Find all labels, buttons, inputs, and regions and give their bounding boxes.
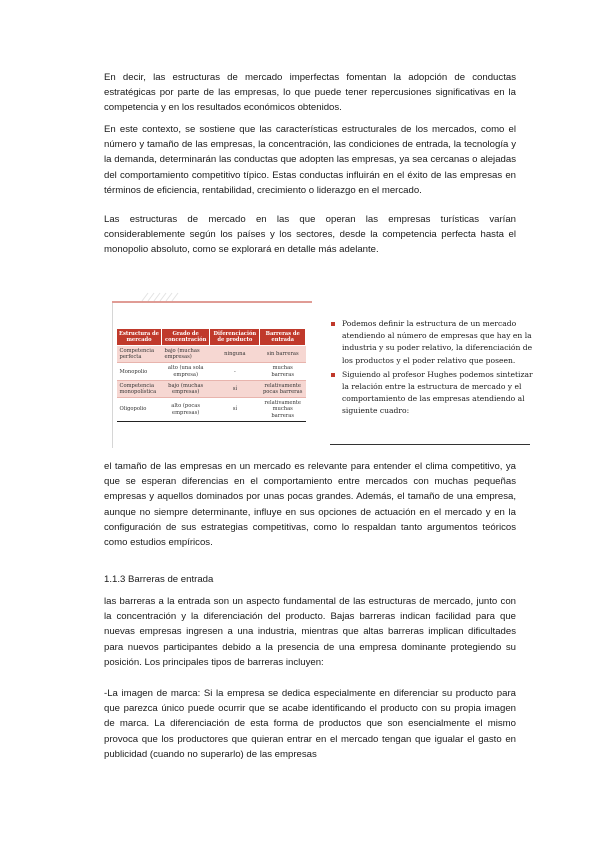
- paragraph-2: En este contexto, se sostiene que las características estructurales de los mercados, como el número y tamaño de las empresas, la concentración, las condiciones de entrada, la tecnología y la demanda, determinarán las conductas que adopten las empresas, ya sea cercanas o alejadas del comportamiento competitivo típico. Estas conductas influirán en el éxito de las empresas en términos de eficiencia, rentabilidad, crecimiento o liderazgo en el mercado.: [104, 124, 516, 196]
- table-cell: sin barreras: [260, 346, 306, 363]
- table-header-row: [117, 329, 306, 346]
- table-header-cell: Grado de concentración: [162, 329, 210, 346]
- table-row: [117, 398, 306, 422]
- slide-decoration: [112, 291, 312, 303]
- table-cell: sí: [210, 398, 260, 422]
- slide-bullet-item: [330, 318, 534, 367]
- table-cell: ninguna: [210, 346, 260, 363]
- slide-left-border: [112, 303, 113, 448]
- slide-bullet-text: Podemos definir la estructura de un mercado atendiendo al número de empresas que hay en la industria y su poder relativo, la diferenciación de los productos y el poder relativo que poseen.: [342, 319, 533, 365]
- table-cell: Monopolio: [117, 363, 162, 380]
- bullet-square-icon: [331, 373, 335, 377]
- table-cell: bajo (muchas empresas): [162, 346, 210, 363]
- table-cell: bajo (muchas empresas): [162, 380, 210, 397]
- paragraph-3: Las estructuras de mercado en las que operan las empresas turísticas varían considerablemente según los países y los sectores, desde la competencia perfecta hasta el monopolio absoluto, como se explorará en detalle más adelante.: [104, 214, 516, 256]
- table-cell: alto (una sola empresa): [162, 363, 210, 380]
- slide-divider: [330, 444, 530, 445]
- slide-bullet-item: [330, 369, 534, 418]
- section-heading: 1.1.3 Barreras de entrada: [104, 574, 214, 585]
- table-cell: Competencia perfecta: [117, 346, 162, 363]
- table-cell: -: [210, 363, 260, 380]
- table-cell: relativamente pocas barreras: [260, 380, 306, 397]
- paragraph-5: las barreras a la entrada son un aspecto fundamental de las estructuras de mercado, junto con la concentración y la diferenciación del producto. Bajas barreras indican facilidad para que nuevas empresas ingresen a una industria, mientras que altas barreras implican dificultades para nuevos participantes debido a la presencia de una empresa dominante protegiendo su posición. Los principales tipos de barreras incluyen:: [104, 596, 516, 668]
- table-cell: Competencia monopolística: [117, 380, 162, 397]
- bullet-square-icon: [331, 322, 335, 326]
- table-cell: alto (pocas empresas): [162, 398, 210, 422]
- table-cell: muchas barreras: [260, 363, 306, 380]
- embedded-slide-image: [112, 291, 532, 447]
- paragraph-1: En decir, las estructuras de mercado imperfectas fomentan la adopción de conductas estratégicas por parte de las empresas, lo que puede tener repercusiones significativas en la competencia y en los resultados económicos obtenidos.: [104, 72, 516, 114]
- table-row: [117, 346, 306, 363]
- paragraph-6: -La imagen de marca: Si la empresa se dedica especialmente en diferenciar su producto para que parezca único puede ocurrir que se acabe identificando el producto con su propia imagen de marca. La diferenciación de esta forma de productos que son esencialmente el mismo provoca que los productores que quieran entrar en el mercado tengan que igualar el gasto en publicidad (cuando no superarlo) de las empresas: [104, 688, 516, 760]
- table-cell: relativamente muchas barreras: [260, 398, 306, 422]
- slide-bullet-text: Siguiendo al profesor Hughes podemos sintetizar la relación entre la estructura de mercado y el comportamiento de las empresas atendiendo al siguiente cuadro:: [342, 369, 533, 416]
- table-header-cell: Diferenciación de producto: [210, 329, 260, 346]
- table-row: [117, 363, 306, 380]
- market-structure-table: [116, 328, 306, 422]
- table-header-cell: Barreras de entrada: [260, 329, 306, 346]
- slide-bullet-list: [330, 318, 534, 420]
- table-row: [117, 380, 306, 397]
- paragraph-4: el tamaño de las empresas en un mercado es relevante para entender el clima competitivo, ya que se esperan diferencias en el comportamiento entre mercados con muchas pequeñas empresas y aquellos dominados por unas pocas grandes. Además, el tamaño de una empresa, aunque no siempre determinante, influye en sus opciones de actuación en el mercado y en la configuración de sus estrategias competitivas, como lo respaldan tanto argumentos teóricos como estudios empíricos.: [104, 461, 516, 549]
- table-cell: sí: [210, 380, 260, 397]
- table-header-cell: Estructura de mercado: [117, 329, 162, 346]
- table-cell: Oligopolio: [117, 398, 162, 422]
